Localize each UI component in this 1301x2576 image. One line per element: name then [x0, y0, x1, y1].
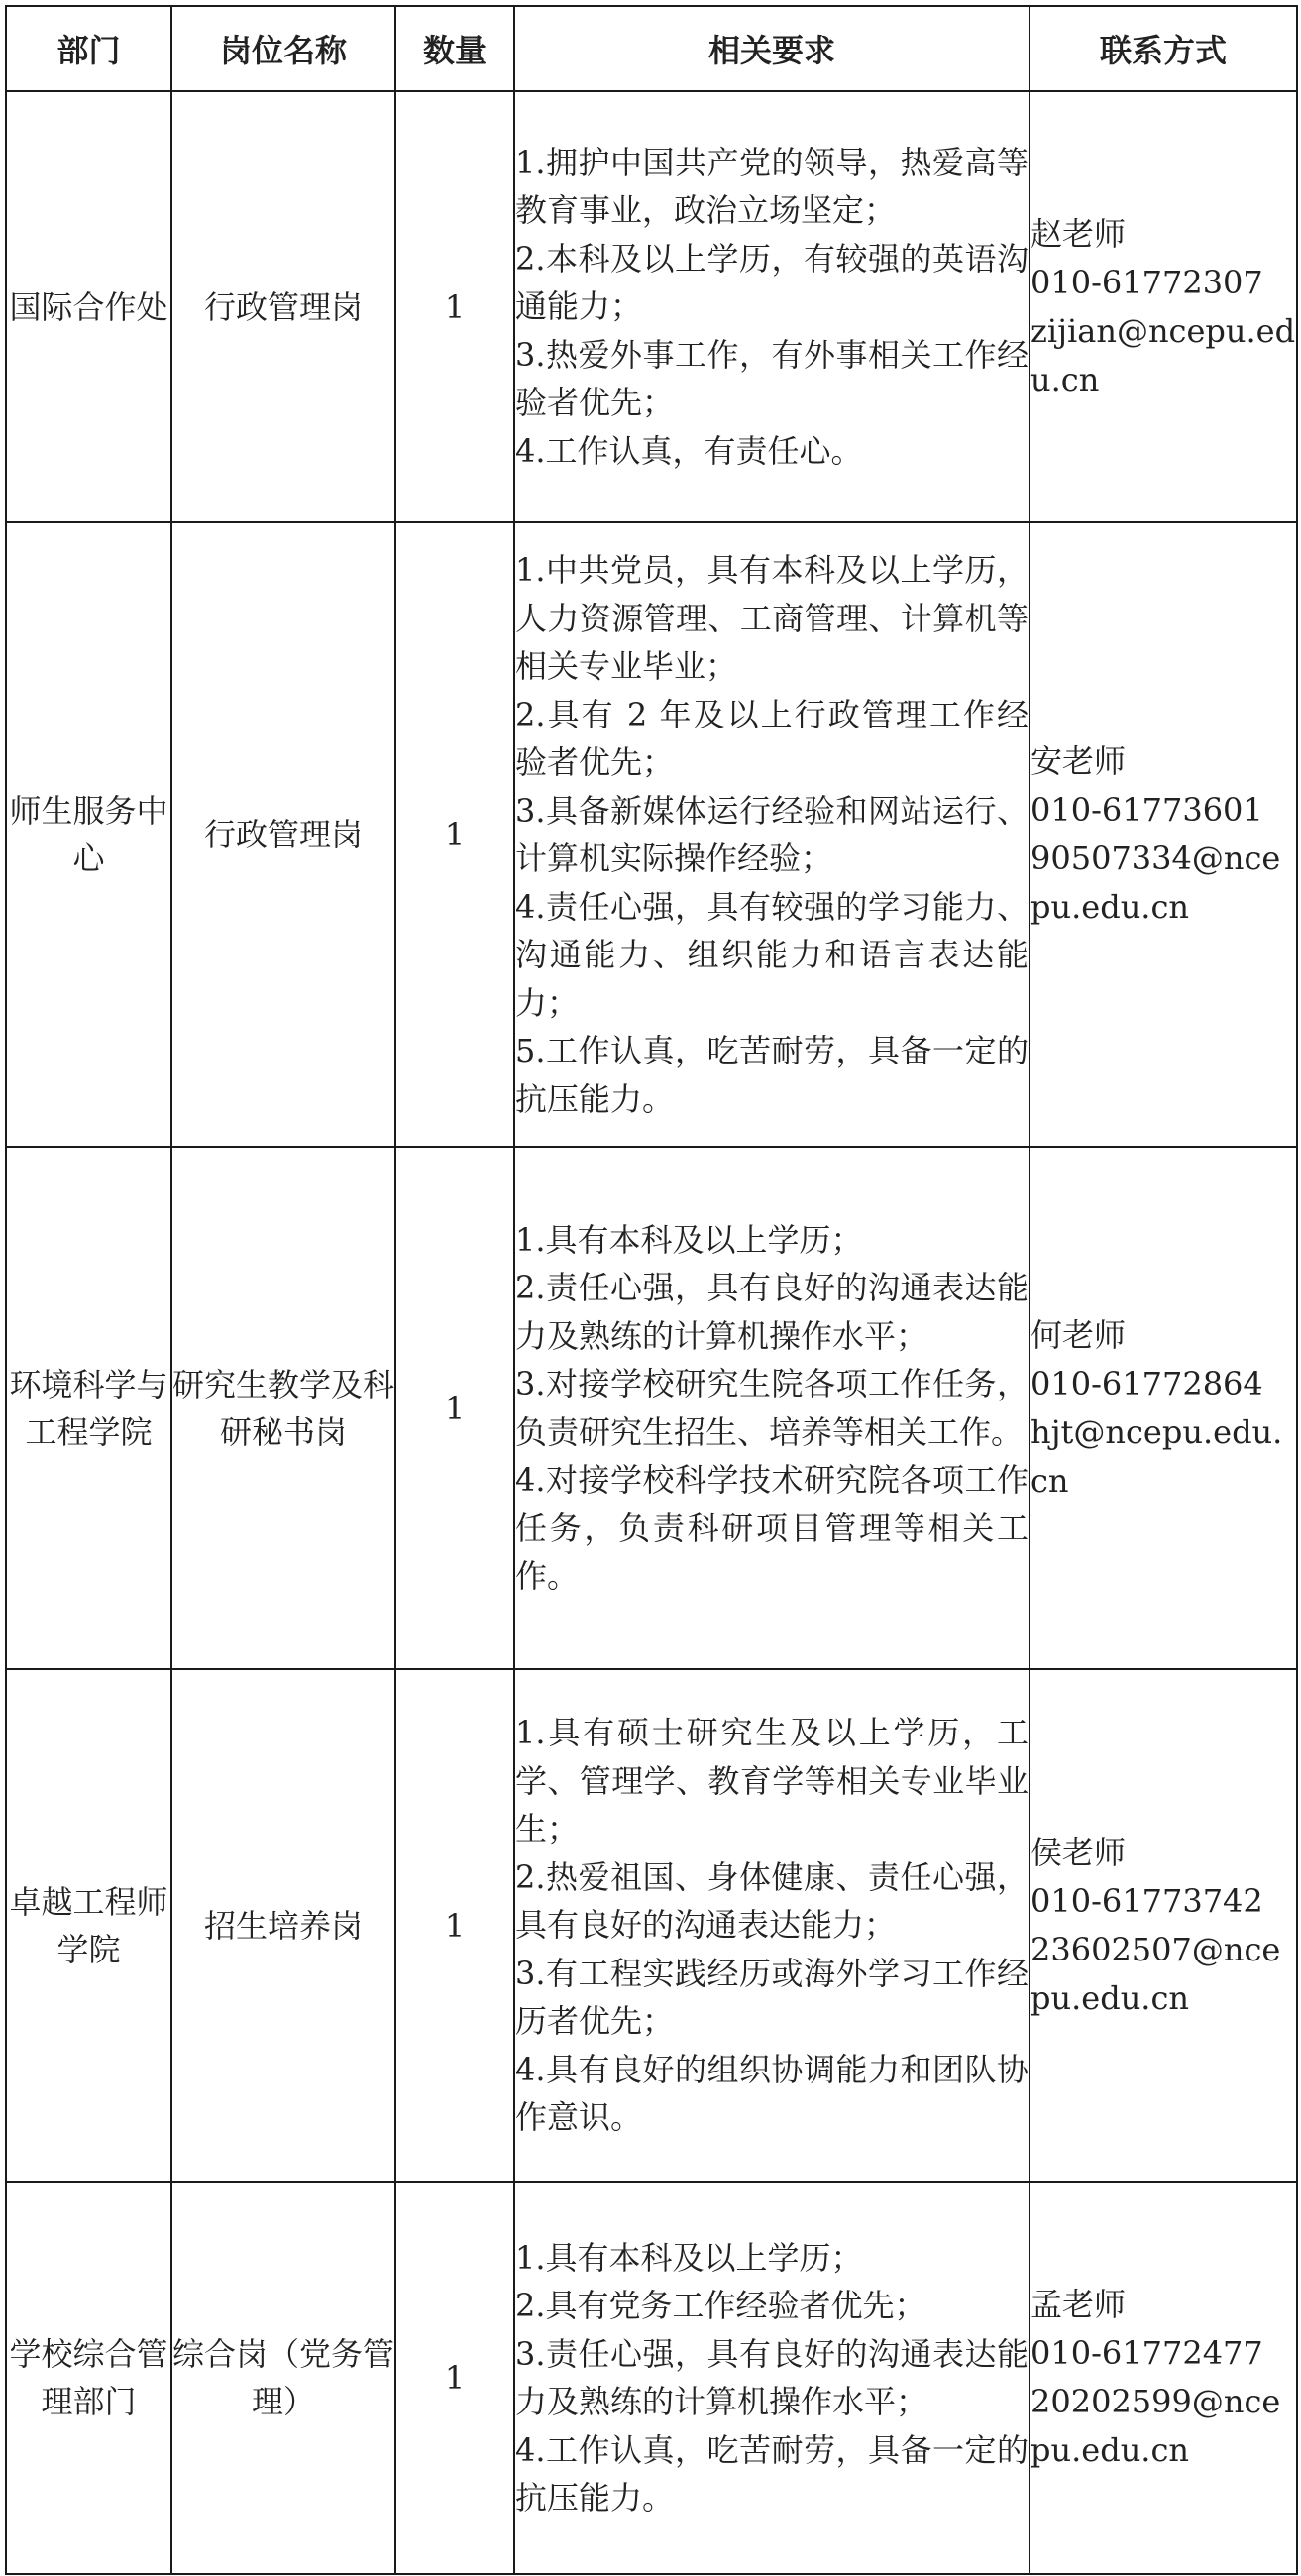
- contact-name: 安老师: [1030, 742, 1127, 780]
- recruitment-table-wrapper: [5, 5, 1296, 2571]
- requirement-item: 4.对接学校科学技术研究院各项工作任务，负责科研项目管理等相关工作。: [515, 1461, 1029, 1595]
- contact-name: 赵老师: [1030, 214, 1127, 253]
- count-cell: 1: [395, 522, 514, 1147]
- requirements-cell: [514, 1147, 1030, 1669]
- department-cell: 师生服务中心: [6, 522, 171, 1147]
- count-cell: 1: [395, 1147, 514, 1669]
- header-position: 岗位名称: [171, 6, 395, 91]
- table-row: [6, 2182, 1297, 2574]
- header-department: 部门: [6, 6, 171, 91]
- requirements-cell: [514, 2182, 1030, 2574]
- table-row: [6, 1147, 1297, 1669]
- contact-name: 何老师: [1030, 1315, 1127, 1354]
- contact-cell: [1030, 1147, 1297, 1669]
- table-row: [6, 1669, 1297, 2182]
- requirement-item: 2.热爱祖国、身体健康、责任心强，具有良好的沟通表达能力；: [515, 1857, 1029, 1945]
- contact-phone: 010-61772477: [1030, 2334, 1263, 2372]
- requirement-item: 3.热爱外事工作，有外事相关工作经验者优先；: [515, 335, 1029, 422]
- department-cell: 卓越工程师学院: [6, 1669, 171, 2182]
- requirement-item: 3.对接学校研究生院各项工作任务，负责研究生招生、培养等相关工作。: [515, 1365, 1029, 1451]
- position-cell: 招生培养岗: [171, 1669, 395, 2182]
- requirement-item: 2.本科及以上学历，有较强的英语沟通能力；: [515, 239, 1029, 326]
- table-row: [6, 91, 1297, 522]
- contact-email: 20202599@ncepu.edu.cn: [1030, 2383, 1281, 2469]
- contact-phone: 010-61773601: [1030, 791, 1263, 829]
- contact-name: 孟老师: [1030, 2286, 1127, 2323]
- department-cell: 国际合作处: [6, 91, 171, 522]
- contact-cell: [1030, 1669, 1297, 2182]
- requirement-item: 5.工作认真，吃苦耐劳，具备一定的抗压能力。: [515, 1032, 1029, 1118]
- header-count: 数量: [395, 6, 514, 91]
- requirement-item: 1.具有本科及以上学历；: [515, 2238, 863, 2277]
- requirement-item: 1.拥护中国共产党的领导，热爱高等教育事业，政治立场坚定；: [515, 143, 1029, 230]
- contact-email: hjt@ncepu.edu.cn: [1030, 1412, 1283, 1500]
- requirement-item: 4.工作认真，吃苦耐劳，具备一定的抗压能力。: [515, 2430, 1029, 2517]
- requirement-item: 3.具备新媒体运行经验和网站运行、计算机实际操作经验；: [515, 791, 1029, 877]
- requirement-item: 1.具有本科及以上学历；: [515, 1220, 863, 1259]
- header-row: [6, 6, 1297, 91]
- header-contact: 联系方式: [1030, 6, 1297, 91]
- count-cell: 1: [395, 91, 514, 522]
- contact-name: 侯老师: [1030, 1833, 1127, 1871]
- contact-cell: [1030, 522, 1297, 1147]
- requirement-item: 1.中共党员，具有本科及以上学历，人力资源管理、工商管理、计算机等相关专业毕业；: [515, 551, 1029, 685]
- count-cell: 1: [395, 1669, 514, 2182]
- recruitment-table: [5, 5, 1298, 2575]
- contact-phone: 010-61772864: [1030, 1364, 1263, 1402]
- requirements-cell: [514, 91, 1030, 522]
- position-cell: 研究生教学及科研秘书岗: [171, 1147, 395, 1669]
- table-row: [6, 522, 1297, 1147]
- requirement-item: 4.责任心强，具有较强的学习能力、沟通能力、组织能力和语言表达能力；: [515, 887, 1029, 1022]
- requirement-item: 4.具有良好的组织协调能力和团队协作意识。: [515, 2050, 1029, 2137]
- contact-email: 23602507@ncepu.edu.cn: [1030, 1930, 1281, 2017]
- contact-phone: 010-61772307: [1030, 263, 1263, 301]
- requirement-item: 2.具有党务工作经验者优先；: [515, 2287, 926, 2324]
- count-cell: 1: [395, 2182, 514, 2574]
- contact-phone: 010-61773742: [1030, 1881, 1263, 1920]
- requirements-cell: [514, 522, 1030, 1147]
- position-cell: 行政管理岗: [171, 91, 395, 522]
- position-cell: 行政管理岗: [171, 522, 395, 1147]
- requirements-cell: [514, 1669, 1030, 2182]
- requirement-item: 1.具有硕士研究生及以上学历，工学、管理学、教育学等相关专业毕业生；: [515, 1714, 1029, 1848]
- requirement-item: 2.具有 2 年及以上行政管理工作经验者优先；: [515, 695, 1029, 781]
- contact-email: zijian@ncepu.edu.cn: [1030, 311, 1296, 398]
- department-cell: 学校综合管理部门: [6, 2182, 171, 2574]
- header-requirements: 相关要求: [514, 6, 1030, 91]
- contact-email: 90507334@ncepu.edu.cn: [1030, 840, 1281, 926]
- requirement-item: 3.有工程实践经历或海外学习工作经历者优先；: [515, 1954, 1029, 2041]
- department-cell: 环境科学与工程学院: [6, 1147, 171, 1669]
- requirement-item: 3.责任心强，具有良好的沟通表达能力及熟练的计算机操作水平；: [515, 2334, 1029, 2420]
- position-cell: 综合岗（党务管理）: [171, 2182, 395, 2574]
- contact-cell: [1030, 91, 1297, 522]
- contact-cell: [1030, 2182, 1297, 2574]
- requirement-item: 2.责任心强，具有良好的沟通表达能力及熟练的计算机操作水平；: [515, 1269, 1029, 1355]
- requirement-item: 4.工作认真，有责任心。: [515, 431, 863, 470]
